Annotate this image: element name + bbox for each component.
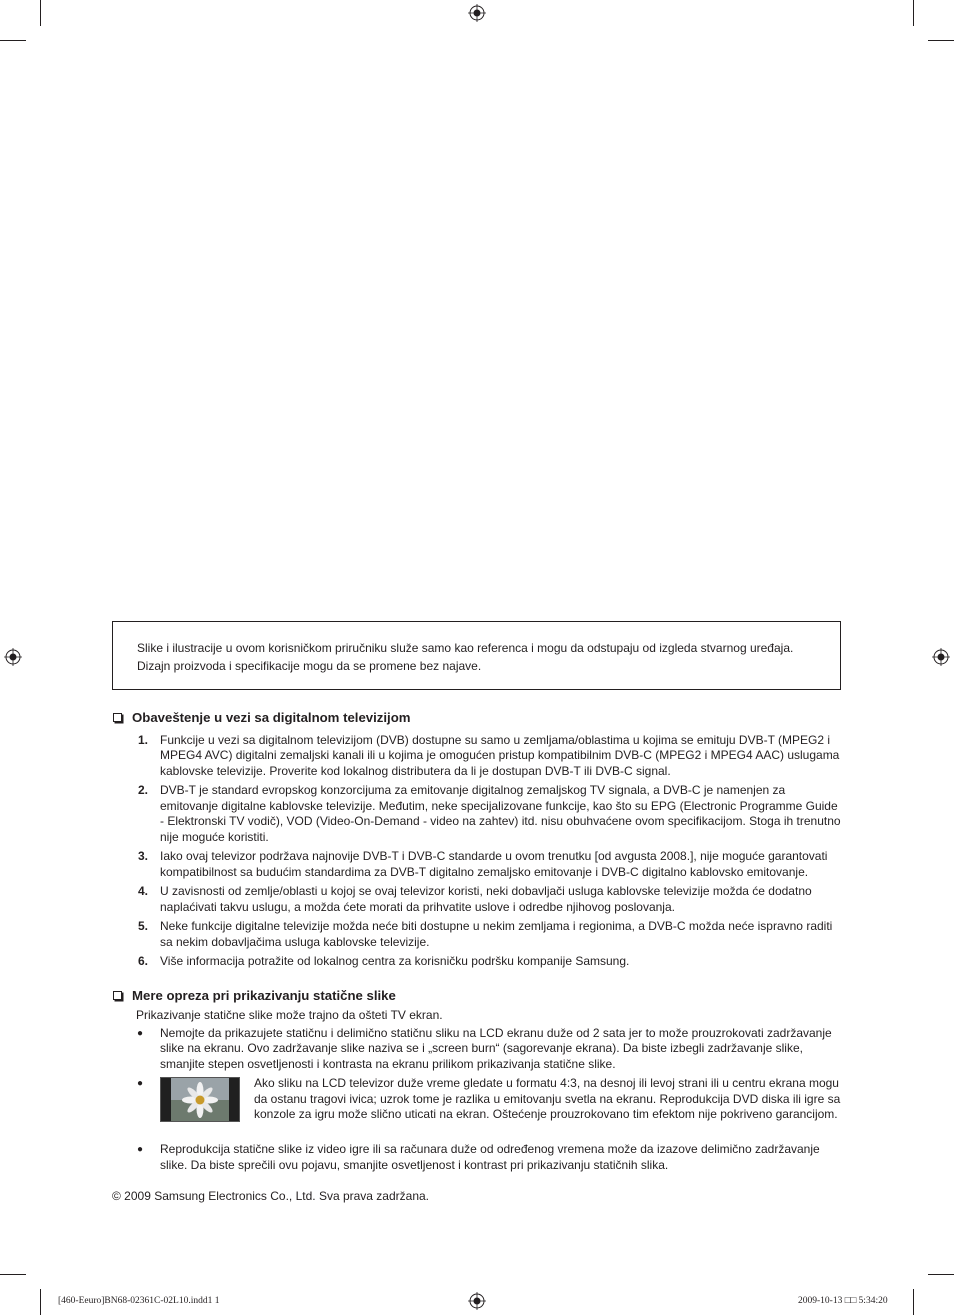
section-title: Mere opreza pri prikazivanju statične slike <box>132 988 396 1003</box>
registration-mark-icon <box>468 1292 486 1310</box>
bullet-icon: ● <box>137 1028 144 1039</box>
bullet-icon: ● <box>137 1144 144 1156</box>
crop-mark <box>40 0 41 26</box>
bullet-icon: ● <box>137 1078 144 1090</box>
tv-4-3-illustration <box>160 1077 240 1122</box>
item-number: 4. <box>138 884 149 899</box>
bullet-list <box>137 1026 844 1173</box>
footer-timestamp: 2009-10-13 □□ 5:34:20 <box>798 1296 888 1306</box>
item-text: Neke funkcije digitalne televizije možda neće biti dostupne u nekim zemljama i regionima, a DVB-C možda neće ispravno raditi sa nekim dobavljačima usluga kablovske televizije. <box>160 919 833 949</box>
notice-line: Slike i ilustracije u ovom korisničkom priručniku služe samo kao referenca i mogu da odstupaju od izgleda stvarnog uređaja. <box>137 641 794 655</box>
crop-mark <box>928 1274 954 1275</box>
crop-mark <box>0 40 26 41</box>
checkbox-icon <box>113 713 122 722</box>
bullet-text: Nemojte da prikazujete statičnu i delimično statičnu sliku na LCD ekranu duže od 2 sata jer to može prouzrokovati zadržavanje slike na ekranu. Ovo zadržavanje slike naziva se i „screen burn“ (sagorevanje ekrana). Da biste izbegli zadržavanje slike, smanjite stepen osvetljenosti i kontrasta na ekranu prilikom prikazivanja statične slike. <box>160 1026 832 1071</box>
item-text: DVB-T je standard evropskog konzorcijuma za emitovanje digitalnog zemaljskog TV signala, a DVB-C je namenjen za emitovanje digitalne kablovske televizije. Međutim, neke specijalizovane funkcije, kao što su EPG (Electronic Programme Guide - Elektronski TV vodič), VOD (Video-On-Demand - video na zahtev) itd. nisu obuhvaćene ovom specifikacijom. Stoga ih trenutno nije moguće koristiti. <box>160 783 841 844</box>
checkbox-icon <box>113 991 122 1000</box>
item-text: Funkcije u vezi sa digitalnom televizijom (DVB) dostupne su samo u zemljama/oblastima u kojima se emituju DVB-T (MPEG2 i MPEG4 AVC) digitalni zemaljski kanali ili u kojima je omogućen pristup kompatibilnim DVB-C (MPEG2 i MPEG4 AAC) uslugama kablovske televizije. Proverite kod lokalnog distributera da li je dostupan DVB-T ili DVB-C signal. <box>160 733 840 778</box>
section-intro: Prikazivanje statične slike može trajno da ošteti TV ekran. <box>136 1008 443 1022</box>
list-item <box>137 1026 844 1072</box>
crop-mark <box>913 1289 914 1315</box>
notice-line: Dizajn proizvoda i specifikacije mogu da se promene bez najave. <box>137 659 482 673</box>
list-item <box>137 1142 844 1173</box>
registration-mark-icon <box>932 648 950 666</box>
list-item <box>138 849 844 880</box>
section-heading-static-image <box>113 988 396 1003</box>
footer-file-info: [460-Eeuro]BN68-02361C-02L10.indd1 1 <box>58 1296 220 1306</box>
list-item <box>138 919 844 950</box>
crop-mark <box>913 0 914 26</box>
list-item <box>138 783 844 845</box>
notice-box <box>112 621 841 690</box>
copyright: © 2009 Samsung Electronics Co., Ltd. Sva prava zadržana. <box>112 1189 430 1203</box>
item-number: 6. <box>138 954 149 969</box>
crop-mark <box>40 1289 41 1315</box>
registration-mark-icon <box>4 648 22 666</box>
list-item <box>138 733 844 779</box>
item-number: 3. <box>138 849 149 864</box>
section-title: Obaveštenje u vezi sa digitalnom televizijom <box>132 710 411 725</box>
bullet-text: Ako sliku na LCD televizor duže vreme gledate u formatu 4:3, na desnoj ili levoj strani ili u centru ekrana mogu da ostanu tragovi ivica; uzrok tome je razlika u emitovanju svetla na ekranu. Reprodukcija DVD diska ili igre sa konzole za igru može slično uticati na ekran. Oštećenje prouzrokovano tim efektom nije pokriveno garancijom. <box>254 1076 841 1122</box>
list-item <box>137 1076 844 1138</box>
list-item <box>138 884 844 915</box>
item-number: 1. <box>138 733 149 747</box>
numbered-list <box>138 733 844 974</box>
item-number: 2. <box>138 783 149 798</box>
item-number: 5. <box>138 919 149 934</box>
crop-mark <box>0 1274 26 1275</box>
item-text: Iako ovaj televizor podržava najnovije DVB-T i DVB-C standarde u ovom trenutku [od avgusta 2008.], nije moguće garantovati kompatibilnost sa budućim standardima za DVB-T digitalno zemaljsko emitovanje i DVB-C digitalno kablovsko emitovanje. <box>160 849 828 879</box>
item-text: Više informacija potražite od lokalnog centra za korisničku podršku kompanije Samsung. <box>160 954 630 969</box>
crop-mark <box>928 40 954 41</box>
bullet-text: Reprodukcija statične slike iz video igre ili sa računara duže od određenog vremena može da izazove delimično zadržavanje slike. Da biste sprečili ovu pojavu, smanjite osvetljenost i kontrast pri prikazivanju statičnih slika. <box>160 1142 820 1172</box>
item-text: U zavisnosti od zemlje/oblasti u kojoj se ovaj televizor koristi, neki dobavljači usluga kablovske televizije možda će dodatno naplaćivati takvu uslugu, a možda ćete morati da prihvatite uslove i odredbe njihovog poslovanja. <box>160 884 812 914</box>
list-item <box>138 954 844 969</box>
section-heading-digital-tv <box>113 710 411 725</box>
registration-mark-icon <box>468 4 486 22</box>
